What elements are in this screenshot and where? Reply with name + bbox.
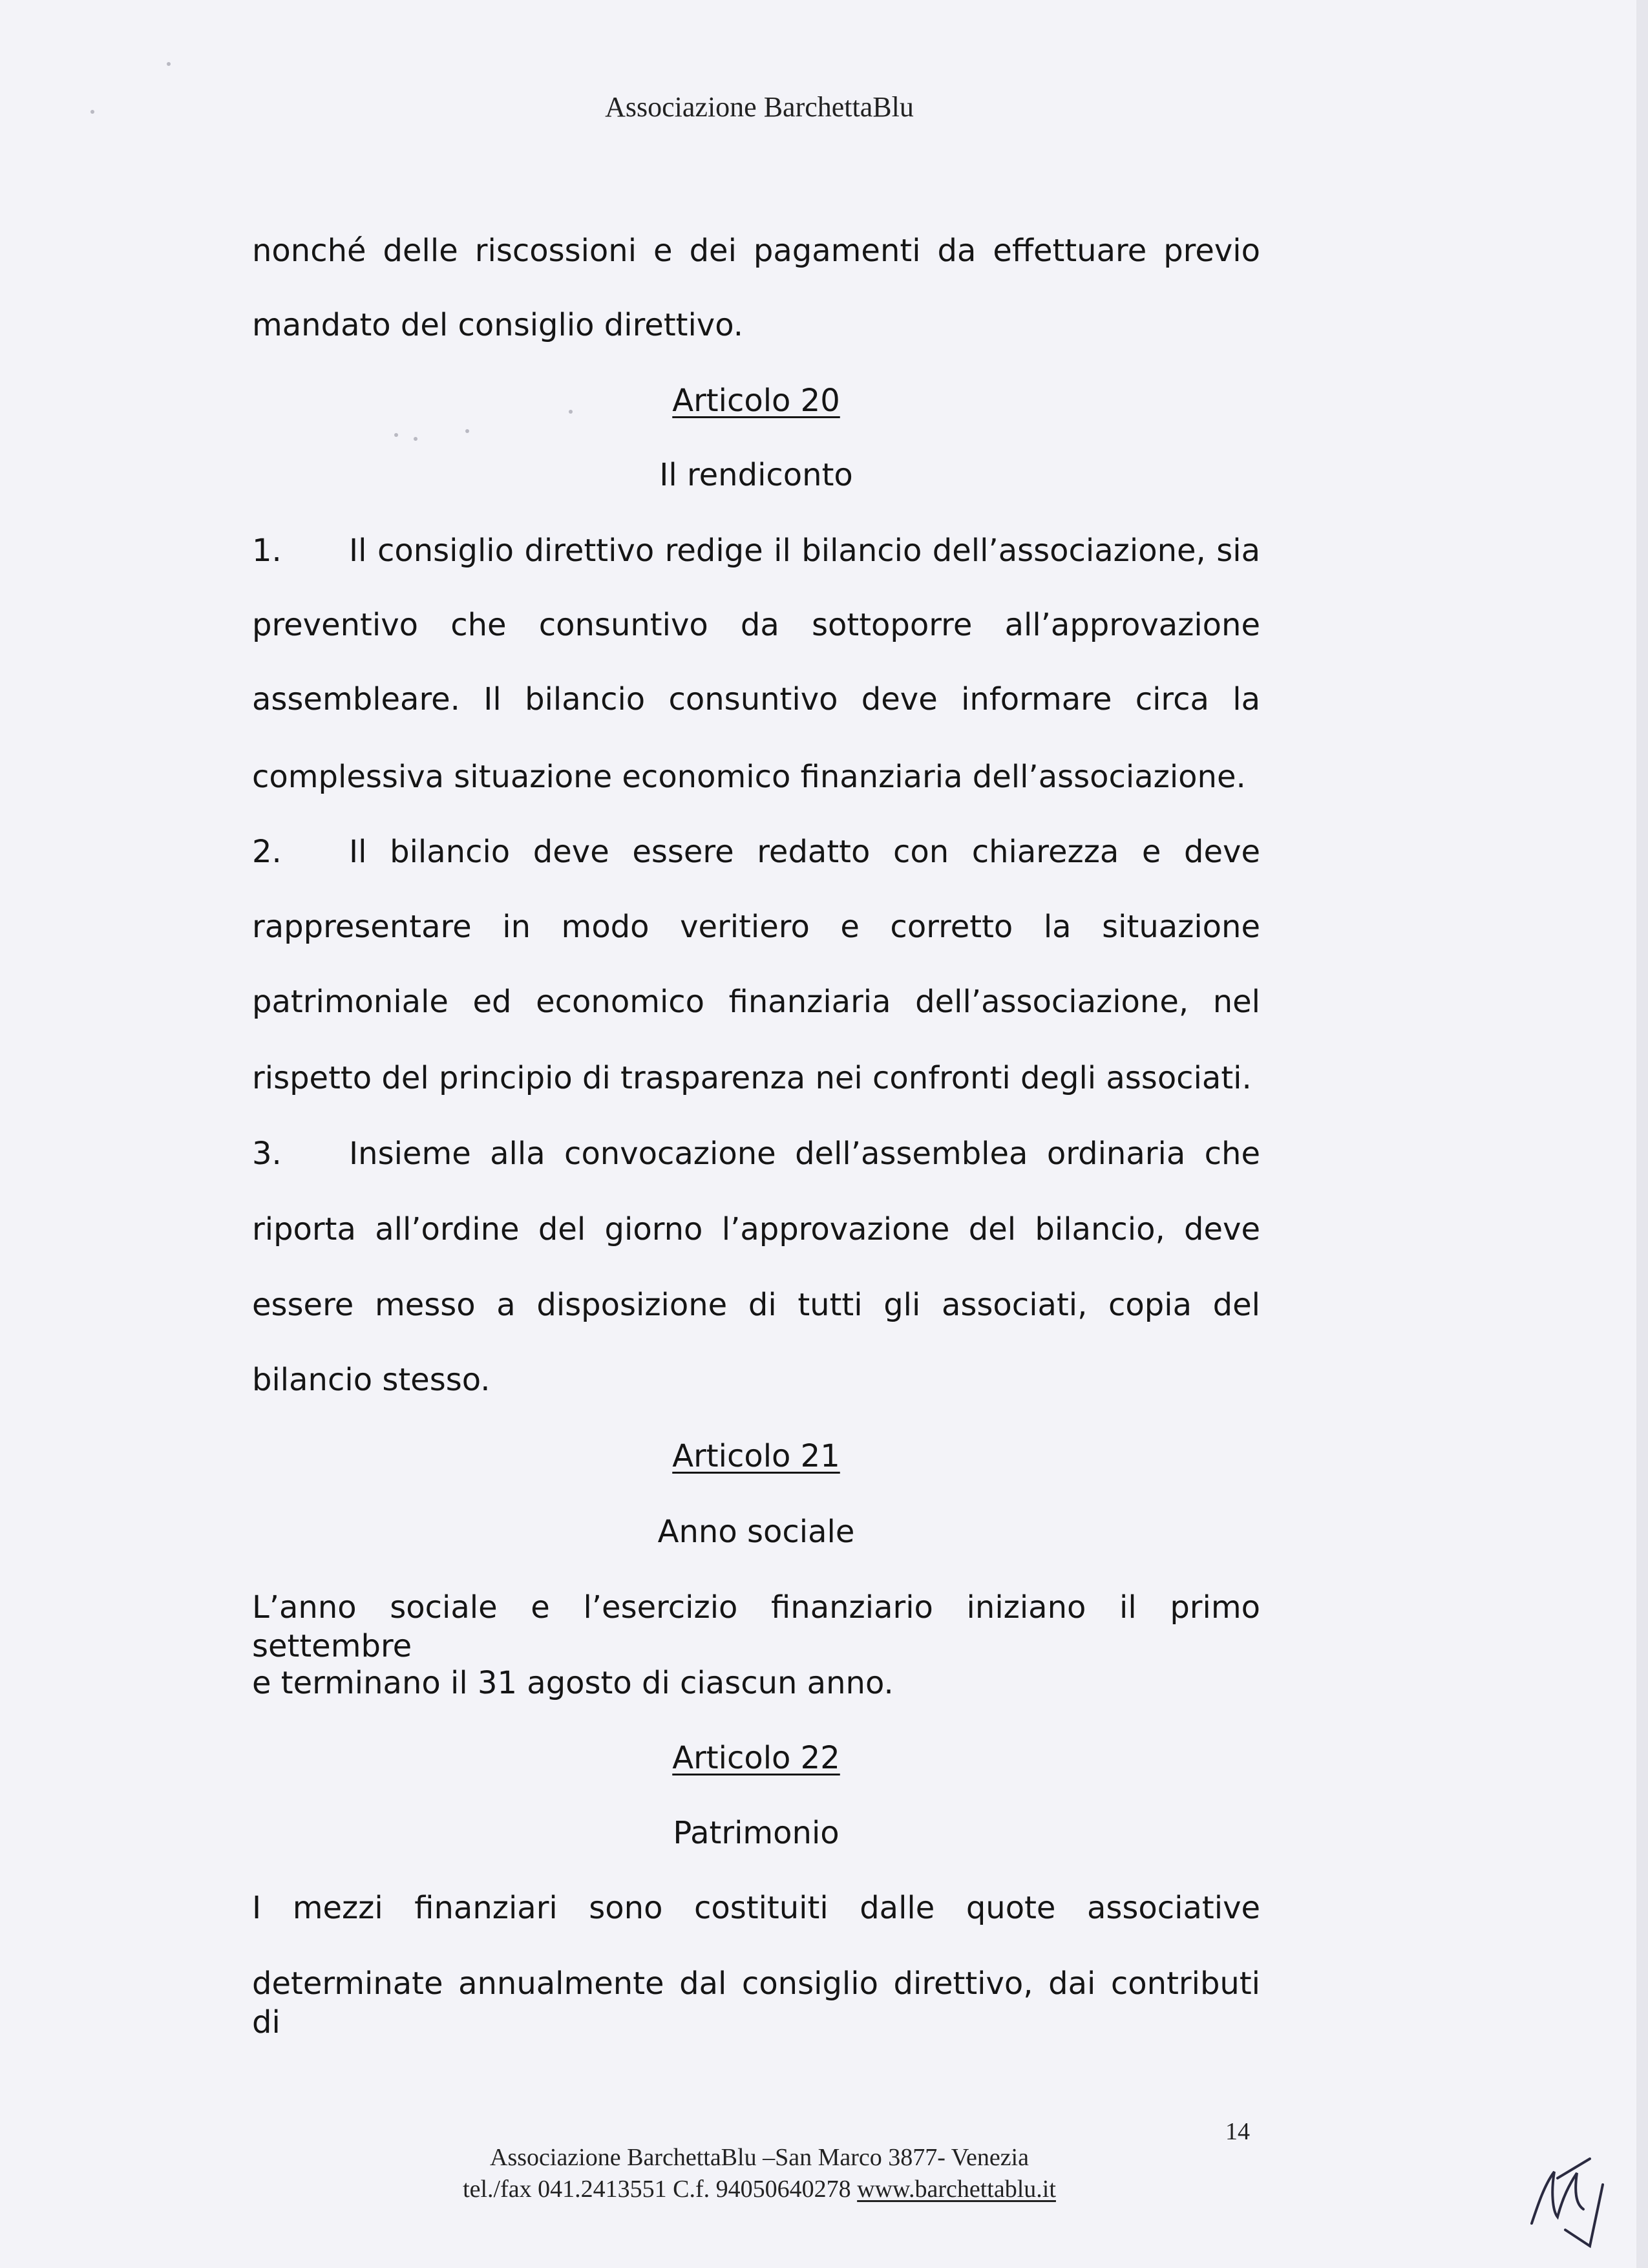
item-number: 1. xyxy=(252,533,282,569)
paragraph-line: preventivo che consuntivo da sottoporre all’approvazione xyxy=(252,607,1260,643)
handwritten-signature xyxy=(1493,2133,1622,2262)
article-22-subheading: Patrimonio xyxy=(673,1815,840,1851)
scan-speck xyxy=(167,62,171,66)
article-21-title: Articolo 21 xyxy=(672,1438,840,1474)
item-text: Il consiglio direttivo redige il bilancio dell’associazione, sia xyxy=(349,533,1260,569)
paragraph-line: assembleare. Il bilancio consuntivo deve informare circa la xyxy=(252,681,1260,717)
item-text: Il bilancio deve essere redatto con chiarezza e deve xyxy=(349,834,1260,870)
scan-edge xyxy=(1636,0,1648,2268)
intro-line: nonché delle riscossioni e dei pagamenti da effettuare previo xyxy=(252,233,1260,269)
article-20-title: Articolo 20 xyxy=(672,383,840,419)
paragraph-line: I mezzi finanziari sono costituiti dalle quote associative xyxy=(252,1890,1260,1926)
paragraph-line: rispetto del principio di trasparenza nei confronti degli associati. xyxy=(252,1060,1252,1096)
item-number: 3. xyxy=(252,1136,282,1172)
article-21-subheading: Anno sociale xyxy=(657,1514,855,1550)
page-number: 14 xyxy=(1225,2118,1250,2145)
paragraph-line xyxy=(252,1134,1260,1173)
scan-speck xyxy=(414,437,417,441)
paragraph-line xyxy=(252,531,1260,570)
paragraph-line: riporta all’ordine del giorno l’approvazione del bilancio, deve xyxy=(252,1211,1260,1247)
paragraph-line: e terminano il 31 agosto di ciascun anno. xyxy=(252,1665,894,1701)
footer-address: Associazione BarchettaBlu –San Marco 3877- Venezia xyxy=(490,2144,1029,2171)
article-heading xyxy=(252,1739,1260,1777)
paragraph-line: bilancio stesso. xyxy=(252,1362,491,1398)
item-number: 2. xyxy=(252,834,282,870)
intro-line: mandato del consiglio direttivo. xyxy=(252,307,743,343)
page-header: Associazione BarchettaBlu xyxy=(605,91,914,123)
paragraph-line: determinate annualmente dal consiglio direttivo, dai contributi di xyxy=(252,1966,1260,2040)
paragraph-line: L’anno sociale e l’esercizio finanziario iniziano il primo settembre xyxy=(252,1589,1260,1664)
article-20-subheading: Il rendiconto xyxy=(659,457,853,493)
scan-speck xyxy=(465,429,469,433)
paragraph-line xyxy=(252,832,1260,871)
article-heading xyxy=(252,381,1260,420)
paragraph-line: patrimoniale ed economico finanziaria dell’associazione, nel xyxy=(252,984,1260,1020)
footer-phone-tax: tel./fax 041.2413551 C.f. 94050640278 xyxy=(463,2176,858,2203)
scan-speck xyxy=(394,433,398,437)
footer-contacts xyxy=(0,2175,1519,2203)
paragraph-line: complessiva situazione economico finanziaria dell’associazione. xyxy=(252,759,1246,795)
footer-website-link[interactable]: www.barchettablu.it xyxy=(857,2176,1056,2203)
item-text: Insieme alla convocazione dell’assemblea ordinaria che xyxy=(349,1136,1260,1172)
article-heading xyxy=(252,1437,1260,1476)
paragraph-line: essere messo a disposizione di tutti gli associati, copia del xyxy=(252,1287,1260,1323)
article-22-title: Articolo 22 xyxy=(672,1740,840,1776)
paragraph-line: rappresentare in modo veritiero e corretto la situazione xyxy=(252,909,1260,945)
